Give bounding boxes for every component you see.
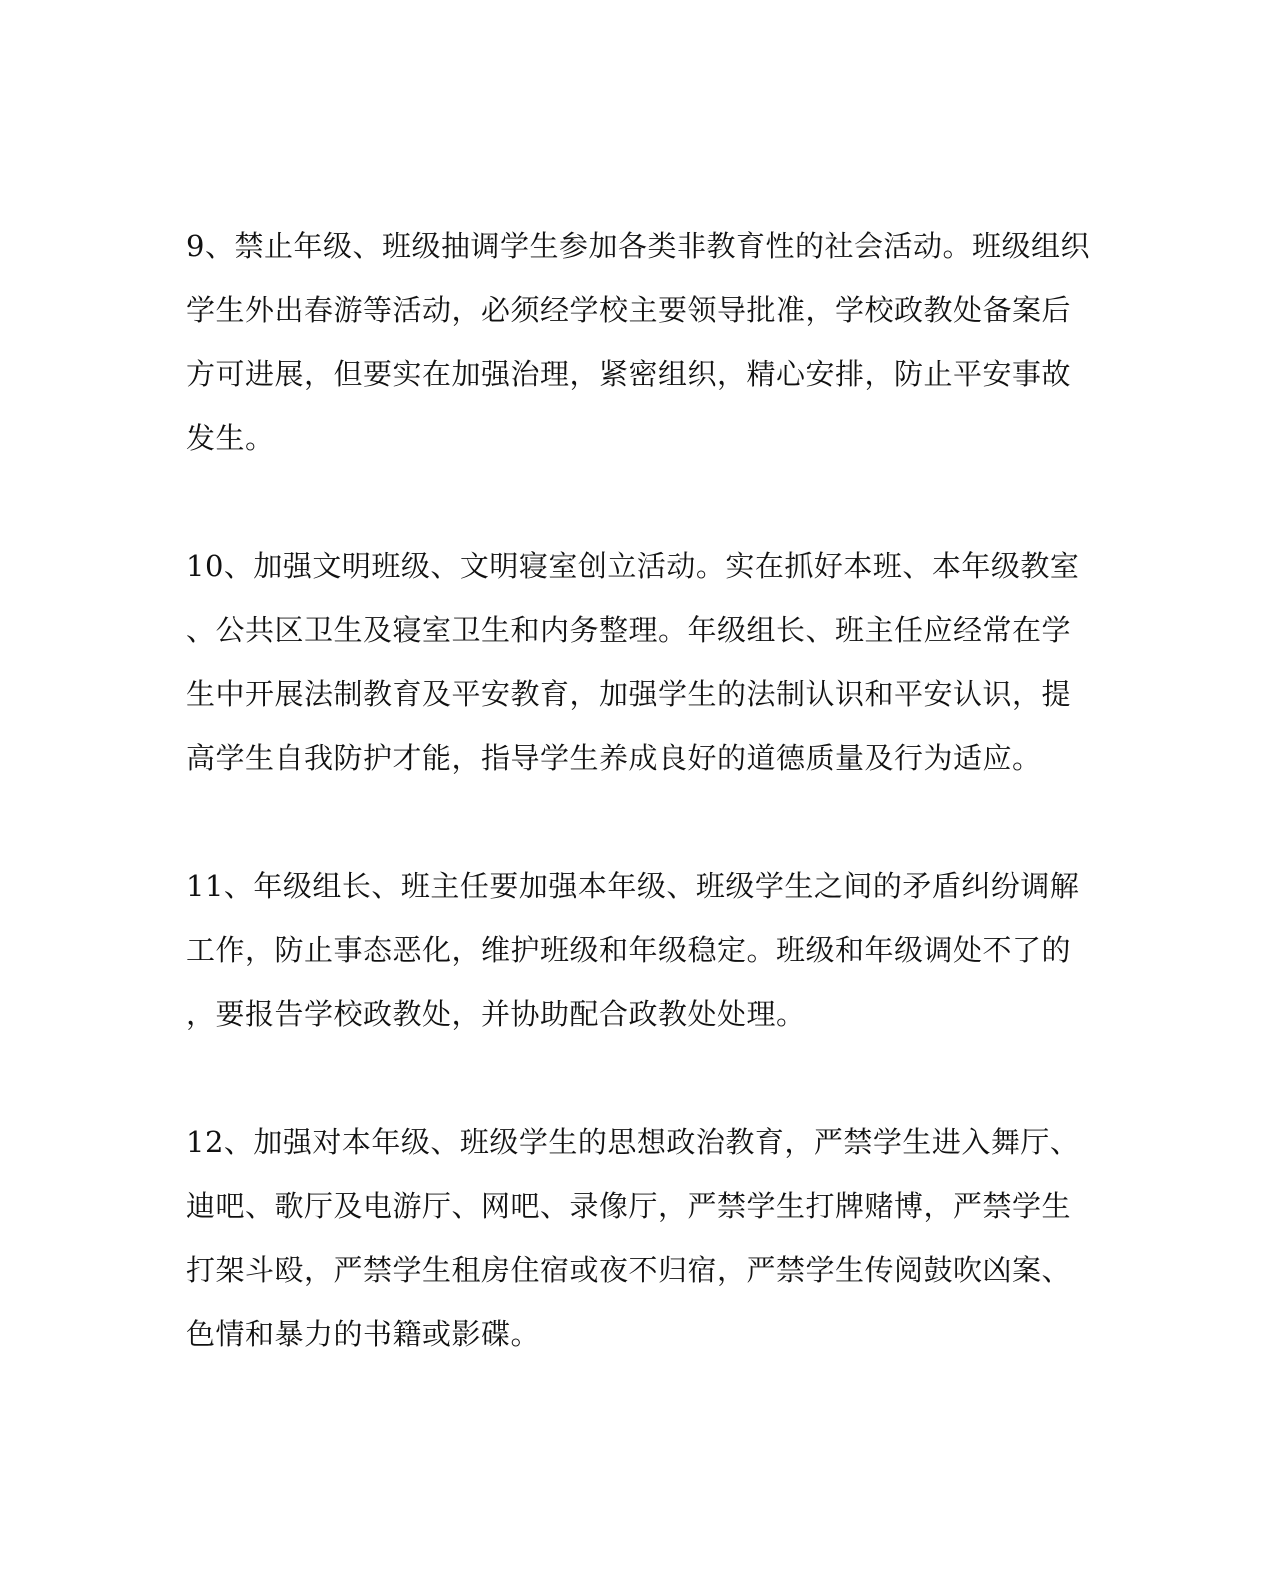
paragraph-10-line-3: 生中开展法制教育及平安教育，加强学生的法制认识和平安认识，提 <box>186 677 1072 711</box>
paragraph-12-line-1: 12、加强对本年级、班级学生的思想政治教育，严禁学生进入舞厅、 <box>186 1125 1080 1159</box>
paragraph-11-line-2: 工作，防止事态恶化，维护班级和年级稳定。班级和年级调处不了的 <box>186 933 1072 967</box>
paragraph-10-line-1: 10、加强文明班级、文明寝室创立活动。实在抓好本班、本年级教室 <box>186 549 1080 583</box>
paragraph-12-line-4: 色情和暴力的书籍或影碟。 <box>186 1317 541 1351</box>
paragraph-10-line-2: 、公共区卫生及寝室卫生和内务整理。年级组长、班主任应经常在学 <box>186 613 1072 647</box>
paragraph-11-line-1: 11、年级组长、班主任要加强本年级、班级学生之间的矛盾纠纷调解 <box>186 869 1080 903</box>
paragraph-10-line-4: 高学生自我防护才能，指导学生养成良好的道德质量及行为适应。 <box>186 741 1042 775</box>
paragraph-12-line-3: 打架斗殴，严禁学生租房住宿或夜不归宿，严禁学生传阅鼓吹凶案、 <box>186 1253 1072 1287</box>
paragraph-9-line-1: 9、禁止年级、班级抽调学生参加各类非教育性的社会活动。班级组织 <box>186 229 1090 263</box>
paragraph-11-line-3: ，要报告学校政教处，并协助配合政教处处理。 <box>186 997 806 1031</box>
paragraph-9-line-3: 方可进展，但要实在加强治理，紧密组织，精心安排，防止平安事故 <box>186 357 1072 391</box>
paragraph-9-line-4: 发生。 <box>186 421 275 455</box>
paragraph-12-line-2: 迪吧、歌厅及电游厅、网吧、录像厅，严禁学生打牌赌博，严禁学生 <box>186 1189 1072 1223</box>
paragraph-9-line-2: 学生外出春游等活动，必须经学校主要领导批准，学校政教处备案后 <box>186 293 1072 327</box>
